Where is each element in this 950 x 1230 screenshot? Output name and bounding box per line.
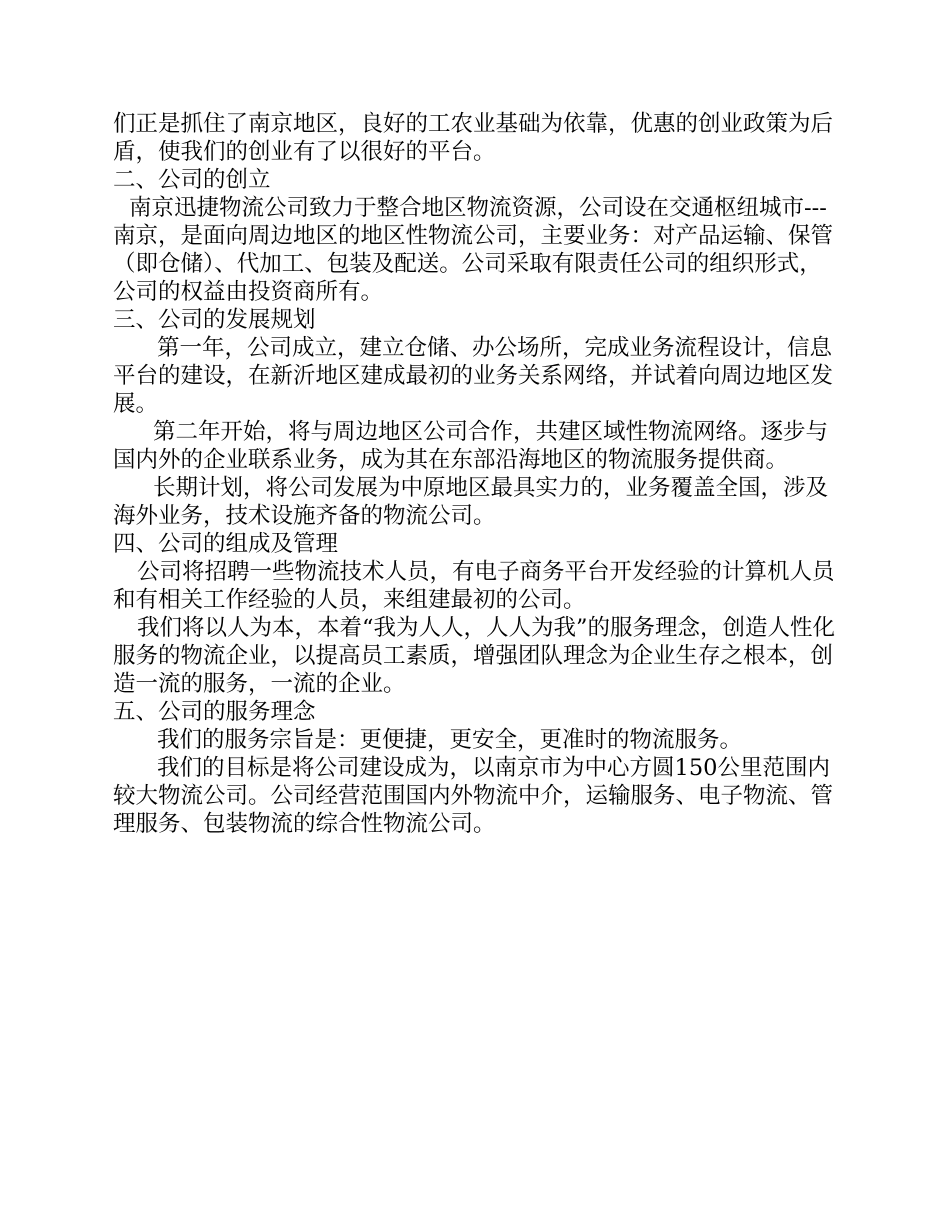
- paragraph-first-year: 第一年，公司成立，建立仓储、办公场所，完成业务流程设计，信息平台的建设，在新沂地区建成最初的业务关系网络，并试着向周边地区发展。: [113, 335, 834, 417]
- paragraph-people-oriented: 我们将以人为本，本着“我为人人，人人为我”的服务理念，创造人性化服务的物流企业，以提高员工素质，增强团队理念为企业生存之根本，创造一流的服务，一流的企业。: [113, 615, 836, 697]
- paragraph-company-goal: 我们的目标是将公司建设成为，以南京市为中心方圆150公里范围内较大物流公司。公司经营范围国内外物流中介，运输服务、电子物流、管理服务、包装物流的综合性物流公司。: [113, 755, 834, 837]
- paragraph-long-term: 长期计划，将公司发展为中原地区最具实力的，业务覆盖全国，涉及海外业务，技术设施齐备的物流公司。: [113, 475, 829, 529]
- paragraph-service-tenet: 我们的服务宗旨是：更便捷，更安全，更准时的物流服务。: [157, 727, 743, 753]
- paragraph-continuation: 们正是抓住了南京地区，良好的工农业基础为依靠，优惠的创业政策为后盾，使我们的创业有了以很好的平台。: [113, 111, 834, 165]
- section-heading-founding: 二、公司的创立: [113, 167, 271, 193]
- paragraph-second-year: 第二年开始，将与周边地区公司合作，共建区域性物流网络。逐步与国内外的企业联系业务，成为其在东部沿海地区的物流服务提供商。: [113, 419, 829, 473]
- paragraph-recruitment: 公司将招聘一些物流技术人员，有电子商务平台开发经验的计算机人员和有相关工作经验的人员，来组建最初的公司。: [113, 559, 835, 613]
- document-page: [113, 110, 837, 838]
- paragraph-founding: 南京迅捷物流公司致力于整合地区物流资源，公司设在交通枢纽城市---南京，是面向周边地区的地区性物流公司，主要业务：对产品运输、保管（即仓储）、代加工、包装及配送。公司采取有限责任公司的组织形式，公司的权益由投资商所有。: [113, 195, 834, 305]
- section-heading-service-concept: 五、公司的服务理念: [113, 699, 316, 725]
- section-heading-development-plan: 三、公司的发展规划: [113, 307, 316, 333]
- section-heading-organization: 四、公司的组成及管理: [113, 531, 339, 557]
